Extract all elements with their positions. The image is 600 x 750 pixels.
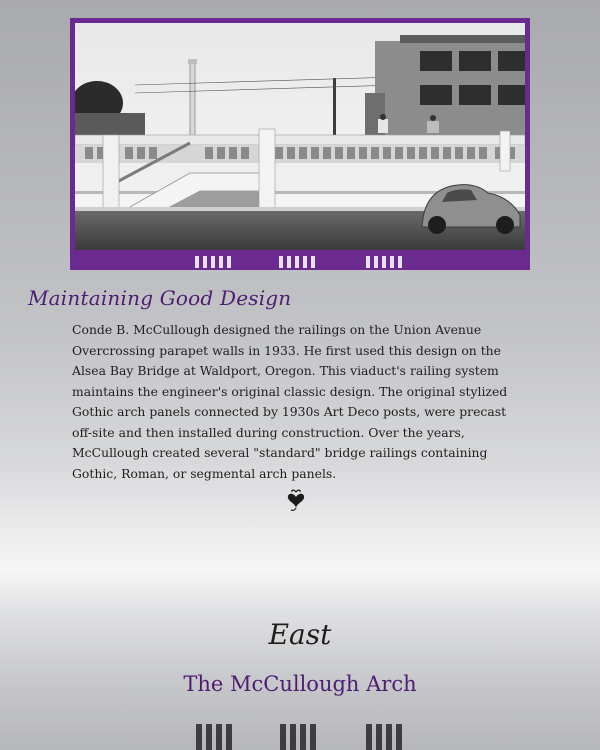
bottom-ticks-center [280,724,316,750]
arch-title: The McCullough Arch [183,672,417,696]
heart-leaf-ornament-icon [286,488,306,512]
section-body: Conde B. McCullough designed the railings on the Union Avenue Overcrossing parapet walls in 1933. He first used this design on the Alsea Bay Bridge at Waldport, Oregon. This viaduct's railing system maintains the engineer's original classic design. The original stylized Gothic arch panels connected by 1930s Art Deco posts, were precast off-site and then installed during construction. Over the years, McCullough created several "standard" bridge railings containing Gothic, Roman, or segmental arch panels. [72,322,508,481]
historic-photo [75,23,525,250]
bottom-ticks-left [196,724,232,750]
photo-ticks-left [195,256,231,268]
photo-ticks-right [366,256,402,268]
photo-frame [70,18,530,270]
direction-label: East [268,618,332,651]
section-heading: Maintaining Good Design [28,286,292,310]
bridge-railing-photo [75,23,525,250]
photo-ticks-center [279,256,315,268]
bottom-ticks-right [366,724,402,750]
